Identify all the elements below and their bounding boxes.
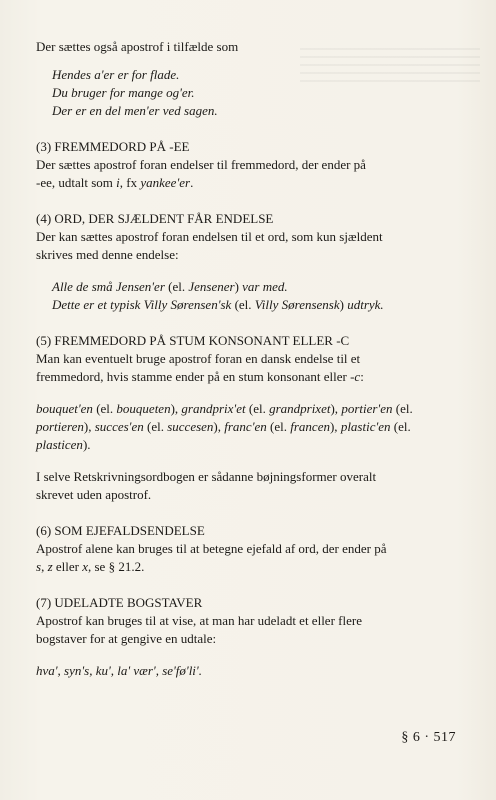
section-heading-7: (7) UDELADTE BOGSTAVER <box>36 595 203 610</box>
example-line: hva', syn's, ku', la' vær', se'fø'li'. <box>36 663 202 678</box>
section-5-note-line-1: I selve Retskrivningsordbogen er sådanne bøjningsformer overalt <box>36 469 377 484</box>
example-line: Alle de små Jensen'er (el. Jensener) var med. <box>52 279 288 294</box>
alternative-word: succesen <box>167 419 214 434</box>
section-5-line-2: fremmedord, hvis stamme ender på en stum konsonant eller -c: <box>36 369 364 384</box>
section-5-line-1: Man kan eventuelt bruge apostrof foran en dansk endelse til et <box>36 351 361 366</box>
page-content <box>36 38 468 680</box>
alternative-word: bouqueten <box>116 401 171 416</box>
example-word-list: bouquet'en (el. bouqueten), grandprix'et (el. grandprixet), portier'en (el. portieren), succes'en (el. succesen), franc'en (el. francen), plastic'en (el. plasticen). <box>36 401 413 452</box>
alternative-word: francen <box>290 419 330 434</box>
alternative-label: el. <box>151 419 168 434</box>
section-5-note-line-2: skrevet uden apostrof. <box>36 487 152 502</box>
alternative-label: el. <box>100 401 117 416</box>
page-footer <box>401 730 456 746</box>
section-heading-6: (6) SOM EJEFALDSENDELSE <box>36 523 205 538</box>
example-word: succes'en <box>94 419 144 434</box>
example-line: Du bruger for mange og'er. <box>52 85 195 100</box>
section-heading-3: (3) FREMMEDORD PÅ -EE <box>36 139 190 154</box>
example-line: Der er en del men'er ved sagen. <box>52 103 218 118</box>
alternative-label: el. <box>400 401 413 416</box>
intro-text: Der sættes også apostrof i tilfælde som <box>36 39 239 54</box>
example-word: plastic'en <box>340 419 391 434</box>
alternative-word: grandprixet <box>269 401 331 416</box>
alternative-word: plasticen <box>36 437 83 452</box>
section-heading-4: (4) ORD, DER SJÆLDENT FÅR ENDELSE <box>36 211 274 226</box>
page-number: 517 <box>433 730 456 745</box>
example-word: portier'en <box>341 401 393 416</box>
footer-separator: · <box>424 730 430 745</box>
example-word: franc'en <box>224 419 267 434</box>
section-heading-5: (5) FREMMEDORD PÅ STUM KONSONANT ELLER -C <box>36 333 350 348</box>
alternative-word: portieren <box>36 419 84 434</box>
section-4-line-1: Der kan sættes apostrof foran endelsen til et ord, som kun sjældent <box>36 229 383 244</box>
example-line: Dette er et typisk Villy Sørensen'sk (el. Villy Sørensensk) udtryk. <box>52 297 384 312</box>
section-6-line-1: Apostrof alene kan bruges til at betegne ejefald af ord, der ender på <box>36 541 387 556</box>
example-word: bouquet'en <box>36 401 93 416</box>
example-word: grandprix'et <box>181 401 246 416</box>
section-6-line-2: s, z eller x, se § 21.2. <box>36 559 145 574</box>
section-4-line-2: skrives med denne endelse: <box>36 247 179 262</box>
section-7-line-1: Apostrof kan bruges til at vise, at man har udeladt et eller flere <box>36 613 362 628</box>
section-3-line-1: Der sættes apostrof foran endelser til fremmedord, der ender på <box>36 157 366 172</box>
section-3-line-2: -ee, udtalt som i, fx yankee'er. <box>36 175 194 190</box>
alternative-label: el. <box>274 419 291 434</box>
example-line: Hendes a'er er for flade. <box>52 67 180 82</box>
section-number: § 6 <box>401 730 421 745</box>
alternative-label: el. <box>253 401 270 416</box>
alternative-label: el. <box>398 419 411 434</box>
section-7-line-2: bogstaver for at gengive en udtale: <box>36 631 217 646</box>
